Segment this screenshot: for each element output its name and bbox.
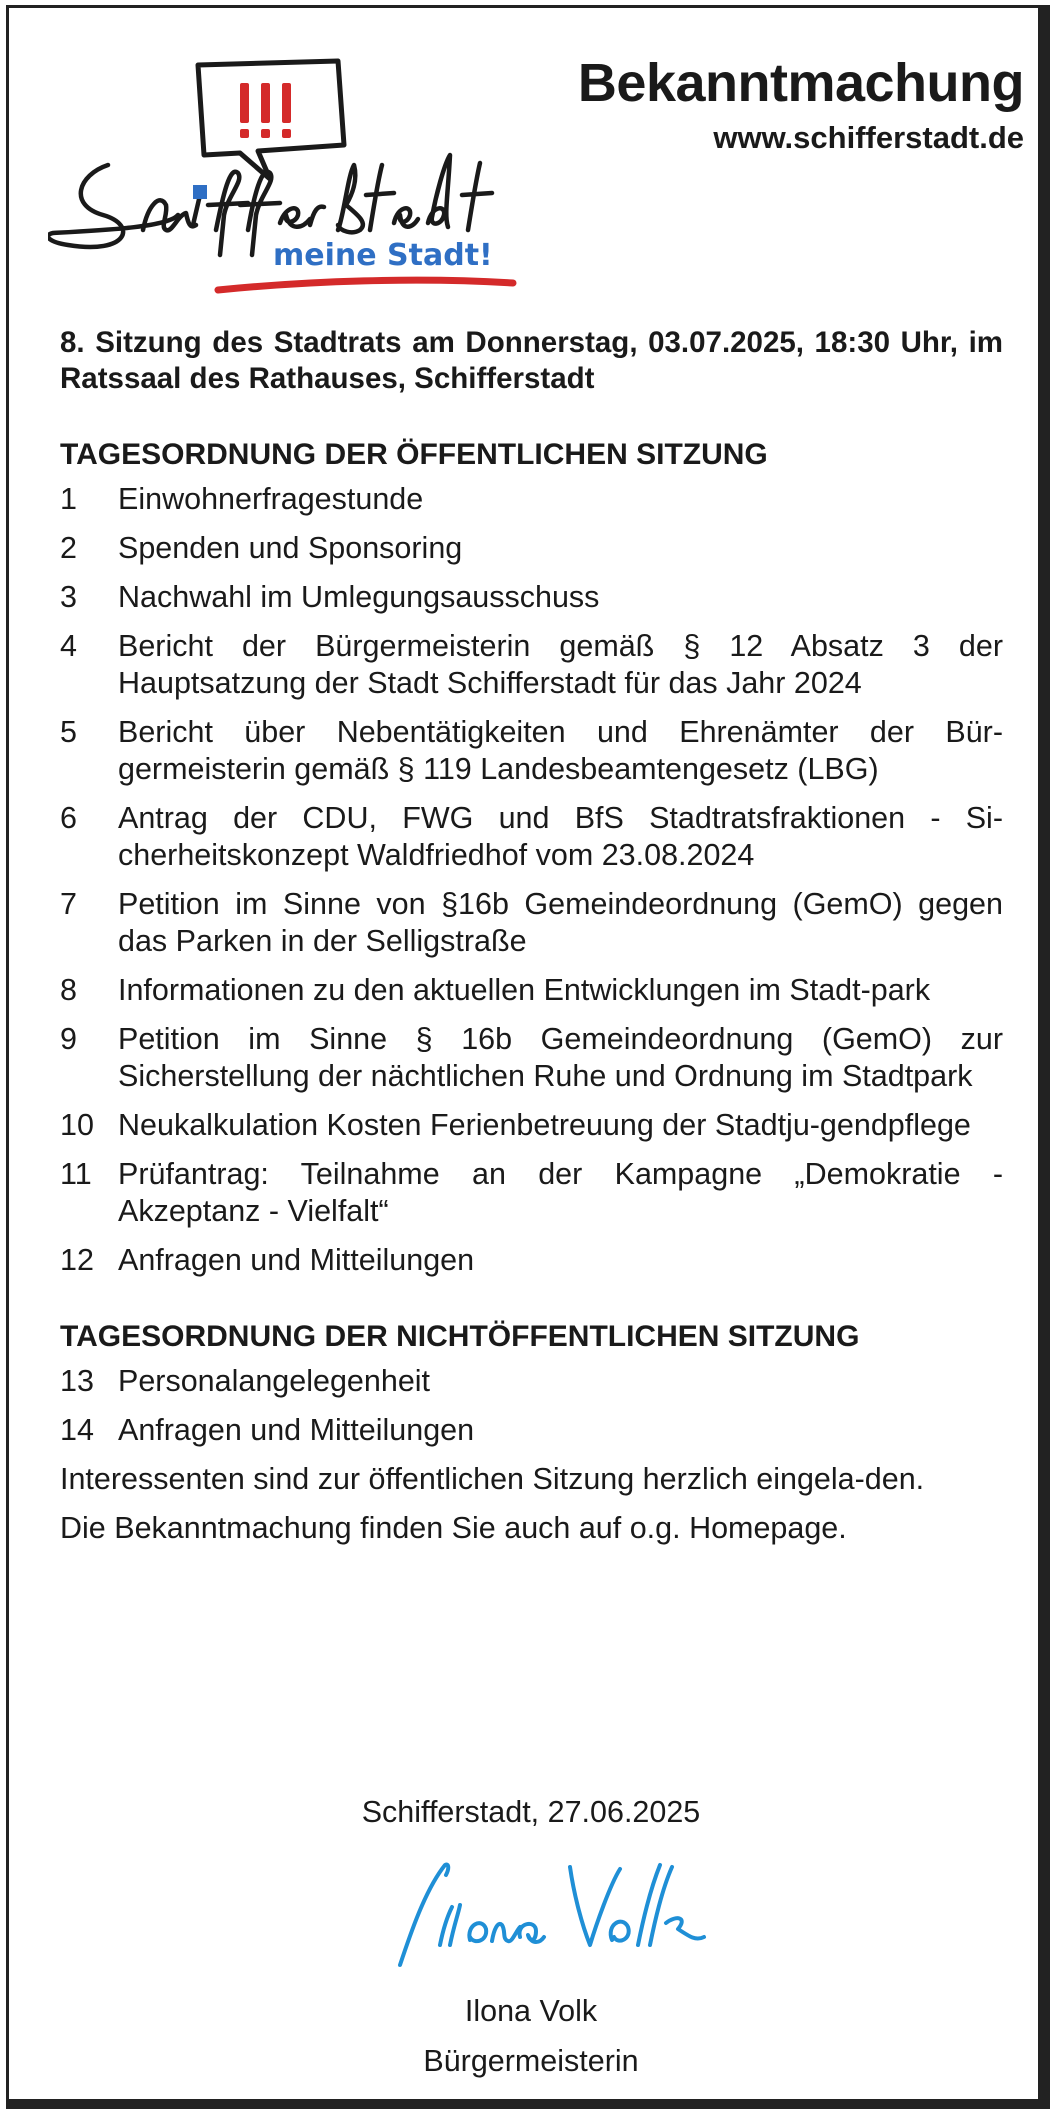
agenda-item-number: 8 (60, 973, 77, 1007)
agenda-item (60, 800, 1003, 874)
agenda-item (60, 530, 1003, 567)
agenda-item (60, 1363, 1003, 1400)
place-date: Schifferstadt, 27.06.2025 (361, 1795, 701, 1829)
agenda-item-text: Informationen zu den aktuellen Entwicklungen im Stadt-park (118, 973, 931, 1007)
agenda-item-text: Antrag der CDU, FWG und BfS Stadtratsfraktionen - Si-cherheitskonzept Waldfriedhof vom 23.08.2024 (118, 801, 1003, 872)
handwritten-signature (370, 1845, 710, 1975)
agenda-item-number: 3 (60, 580, 77, 614)
agenda-item-text: Petition im Sinne § 16b Gemeindeordnung (GemO) zur Sicherstellung der nächtlichen Ruhe und Ordnung im Stadtpark (118, 1022, 1003, 1093)
agenda-item-text: Neukalkulation Kosten Ferienbetreuung der Stadtju-gendpflege (118, 1108, 971, 1142)
agenda-item (60, 886, 1003, 960)
signatory-name: Ilona Volk (464, 1994, 598, 2028)
private-agenda-heading: TAGESORDNUNG DER NICHTÖFFENTLICHEN SITZUNG (60, 1320, 860, 1353)
agenda-item-number: 5 (60, 715, 77, 749)
agenda-item-number: 2 (60, 531, 77, 565)
agenda-item (60, 481, 1003, 518)
speech-bubble-icon (198, 61, 344, 179)
agenda-item (60, 1242, 1003, 1279)
page-title: Bekanntmachung (577, 53, 1024, 113)
public-agenda-heading: TAGESORDNUNG DER ÖFFENTLICHEN SITZUNG (60, 438, 768, 471)
agenda-item-text: Petition im Sinne von §16b Gemeindeordnung (GemO) gegen das Parken in der Selligstraße (118, 887, 1003, 958)
agenda-item-number: 7 (60, 887, 77, 921)
agenda-item-text: Einwohnerfragestunde (118, 482, 424, 516)
agenda-item (60, 972, 1003, 1009)
agenda-item-number: 11 (60, 1157, 92, 1191)
private-agenda-list (60, 1363, 1003, 1449)
invitation-text: Interessenten sind zur öffentlichen Sitzung herzlich eingela-den. (60, 1462, 925, 1496)
agenda-item-number: 9 (60, 1022, 77, 1056)
agenda-item (60, 1107, 1003, 1144)
agenda-item-number: 4 (60, 629, 77, 663)
agenda-item (60, 579, 1003, 616)
agenda-item-text: Personalangelegenheit (118, 1364, 431, 1398)
agenda-item-text: Anfragen und Mitteilungen (118, 1243, 475, 1277)
signatory-role: Bürgermeisterin (423, 2044, 639, 2078)
agenda-item-text: Prüfantrag: Teilnahme an der Kampagne „Demokratie - Akzeptanz - Vielfalt“ (118, 1157, 1003, 1228)
homepage-note: Die Bekanntmachung finden Sie auch auf o.g. Homepage. (60, 1511, 847, 1545)
notice-body (60, 325, 1003, 1559)
agenda-item (60, 628, 1003, 702)
logo-blue-dot (193, 185, 207, 199)
city-logo (48, 55, 528, 305)
agenda-item (60, 1156, 1003, 1230)
agenda-item-number: 12 (60, 1243, 94, 1277)
agenda-item (60, 1412, 1003, 1449)
agenda-item-text: Anfragen und Mitteilungen (118, 1413, 475, 1447)
agenda-item-text: Bericht über Nebentätigkeiten und Ehrenämter der Bür-germeisterin gemäß § 119 Landesbeamtengesetz (LBG) (118, 715, 1003, 786)
agenda-item (60, 1021, 1003, 1095)
agenda-item (60, 714, 1003, 788)
exclamation-marks (240, 83, 291, 138)
agenda-item-text: Nachwahl im Umlegungsausschuss (118, 580, 600, 614)
agenda-item-number: 10 (60, 1108, 94, 1142)
agenda-item-number: 6 (60, 801, 77, 835)
logo-underline (218, 280, 513, 290)
public-agenda-list (60, 481, 1003, 1279)
agenda-item-number: 1 (60, 482, 77, 516)
agenda-item-text: Bericht der Bürgermeisterin gemäß § 12 Absatz 3 der Hauptsatzung der Stadt Schifferstadt für das Jahr 2024 (118, 629, 1003, 700)
agenda-item-number: 13 (60, 1364, 94, 1398)
logo-tagline: meine Stadt! (273, 238, 493, 273)
agenda-item-number: 14 (60, 1413, 94, 1447)
meeting-title: 8. Sitzung des Stadtrats am Donnerstag, 03.07.2025, 18:30 Uhr, im Ratssaal des Rathauses, Schifferstadt (60, 326, 1003, 395)
website-link[interactable]: www.schifferstadt.de (713, 120, 1024, 155)
agenda-item-text: Spenden und Sponsoring (118, 531, 463, 565)
